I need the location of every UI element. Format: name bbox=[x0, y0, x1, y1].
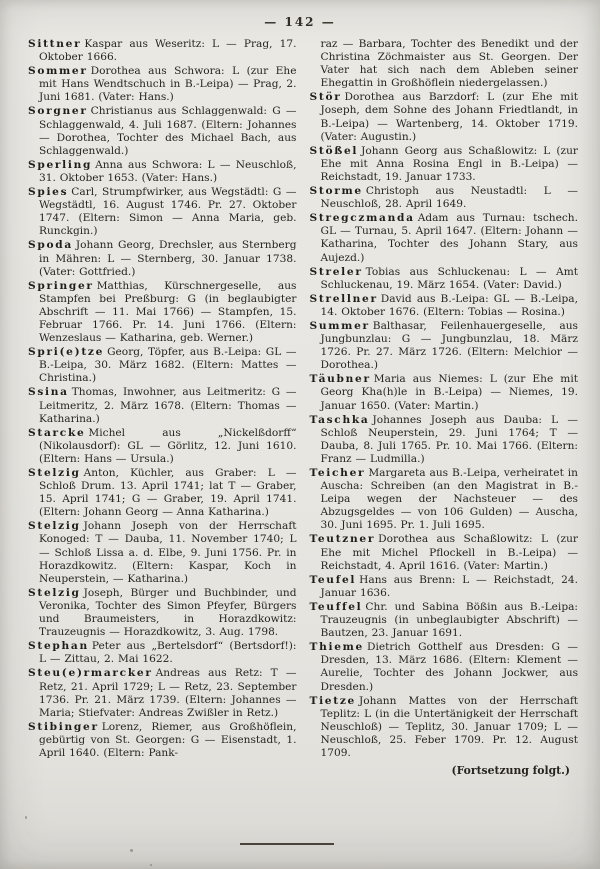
entry-text: David aus B.-Leipa: GL — B.-Leipa, 14. Oktober 1676. (Eltern: Tobias — Rosina.) bbox=[320, 292, 578, 318]
entry-text: Michel aus „Nickelßdorff“ (Nikolausdorf): GL — Görlitz, 12. Juni 1610. (Eltern: Hans — Ursula.) bbox=[39, 426, 297, 465]
register-entry bbox=[28, 520, 297, 585]
entry-surname: Stelzig bbox=[28, 467, 81, 479]
register-entry bbox=[28, 427, 297, 466]
entry-surname: Teutzner bbox=[309, 533, 376, 546]
entry-text: Anna aus Schwora: L — Neuschloß, 31. Oktober 1653. (Vater: Hans.) bbox=[39, 158, 297, 184]
entry-surname: Spri(e)tze bbox=[28, 346, 105, 359]
entry-surname: Taschka bbox=[309, 413, 370, 426]
entry-text: Balthasar, Feilenhauergeselle, aus Jungbunzlau: G — Jungbunzlau, 18. März 1726. Pr. 27. März 1726. (Eltern: Melchior — Dorothea.) bbox=[320, 319, 578, 372]
register-entry bbox=[28, 38, 297, 64]
entry-text: Christianus aus Schlaggenwald: G — Schlaggenwald, 4. Juli 1687. (Eltern: Johannes — Dorothea, Tochter des Michael Bach, aus Schlaggenwald.) bbox=[39, 105, 297, 157]
register-entry bbox=[28, 159, 297, 185]
scan-speck bbox=[25, 816, 27, 819]
register-entry bbox=[310, 145, 579, 184]
entry-surname: Thieme bbox=[309, 641, 364, 654]
register-entry bbox=[310, 293, 579, 319]
entry-text: Dietrich Gotthelf aus Dresden: G — Dresden, 13. März 1686. (Eltern: Klement — Aurelie, Tochter des Johann Jockwer, aus Dresden.) bbox=[320, 641, 578, 693]
entry-text: Carl, Strumpfwirker, aus Wegstädtl: G — Wegstädtl, 16. August 1746. Pr. 27. Oktober 1747. (Eltern: Simon — Anna Maria, geb. Runckgin.) bbox=[39, 186, 297, 238]
entry-text: Johann Joseph von der Herrschaft Konoged: T — Dauba, 11. November 1740; L — Schloß Lissa a. d. Elbe, 9. Juni 1756. Pr. in Horazdkowitz. (Eltern: Kaspar, Koch in Neuperstein, — Katharina.) bbox=[39, 520, 297, 585]
entry-surname: Stibinger bbox=[28, 720, 99, 733]
entry-text: Matthias, Kürschnergeselle, aus Stampfen bei Preßburg: G (in beglaubigter Abschrift — 11. Mai 1766) — Stampfen, 15. Februar 1766. Pr. 14. Juni 1766. (Eltern: Wenzeslaus — Katharina, geb. Werner.) bbox=[39, 279, 297, 345]
entry-surname: Summer bbox=[309, 319, 370, 332]
entry-surname: Stregczmanda bbox=[309, 212, 415, 225]
entry-text: Lorenz, Riemer, aus Großhöflein, gebürtig von St. Georgen: G — Eisenstadt, 1. April 1640. (Eltern: Pank- bbox=[39, 720, 297, 759]
entry-text: Johannes Joseph aus Dauba: L — Schloß Neuperstein, 29. Juni 1764; T — Dauba, 8. Juli 1765. Pr. 10. Mai 1766. (Eltern: Franz — Ludmilla.) bbox=[320, 413, 578, 465]
entry-surname: Stör bbox=[309, 91, 342, 104]
entry-text: Dorothea aus Schwora: L (zur Ehe mit Hans Wendtschuch in B.-Leipa) — Prag, 2. Juni 1681. (Vater: Hans.) bbox=[39, 65, 297, 104]
register-entry bbox=[28, 346, 297, 385]
two-column-text bbox=[0, 29, 600, 777]
register-entry bbox=[310, 695, 579, 760]
entry-text: Peter aus „Bertelsdorf“ (Bertsdorf!): L — Zittau, 2. Mai 1622. bbox=[39, 640, 297, 666]
register-entry bbox=[310, 185, 579, 211]
continuation-note: (Fortsetzung folgt.) bbox=[451, 764, 570, 778]
entry-text: Andreas aus Retz: T — Retz, 21. April 1729; L — Retz, 23. September 1736. Pr. 21. März 1739. (Eltern: Johannes — Maria; Stiefvater: Andreas Zwißler in Retz.) bbox=[39, 667, 297, 719]
register-entry bbox=[310, 266, 579, 292]
scan-speck bbox=[150, 864, 152, 866]
entry-text: Maria aus Niemes: L (zur Ehe mit Georg Kha(h)le in B.-Leipa) — Niemes, 19. Januar 1650. (Vater: Martin.) bbox=[320, 373, 578, 412]
register-entry bbox=[310, 320, 579, 372]
entry-surname: Sittner bbox=[28, 38, 82, 50]
register-entry bbox=[28, 721, 297, 760]
left-column bbox=[28, 38, 297, 777]
entry-text: Christoph aus Neustadtl: L — Neuschloß, 28. April 1649. bbox=[320, 185, 578, 211]
register-entry bbox=[310, 212, 579, 264]
register-entry bbox=[310, 574, 579, 600]
register-entry bbox=[310, 91, 579, 143]
entry-text: Tobias aus Schluckenau: L — Amt Schluckenau, 19. März 1654. (Vater: David.) bbox=[320, 265, 578, 291]
register-entry bbox=[310, 467, 579, 532]
register-entry bbox=[310, 38, 579, 90]
entry-text: Johann Georg, Drechsler, aus Sternberg in Mähren: L — Sternberg, 30. Januar 1738. (Vater: Gottfried.) bbox=[39, 239, 297, 278]
entry-surname: Springer bbox=[28, 279, 94, 292]
entry-surname: Teicher bbox=[309, 467, 366, 479]
end-divider bbox=[240, 843, 334, 845]
entry-text: Johann Mattes von der Herrschaft Teplitz: L (in die Untertänigkeit der Herrschaft Neuschloß) — Teplitz, 30. Januar 1709; L — Neuschloß, 25. Feber 1709. Pr. 12. August 1709. bbox=[320, 694, 578, 759]
entry-surname: Spoda bbox=[28, 239, 73, 252]
entry-surname: Steu(e)rmarcker bbox=[28, 667, 153, 680]
entry-text: Kaspar aus Weseritz: L — Prag, 17. Oktober 1666. bbox=[39, 38, 297, 64]
entry-surname: Stelzig bbox=[28, 586, 81, 599]
register-entry bbox=[28, 587, 297, 639]
entry-surname: Tietze bbox=[309, 694, 356, 707]
entry-surname: Stelzig bbox=[28, 520, 81, 533]
register-entry bbox=[28, 386, 297, 425]
entry-surname: Sommer bbox=[28, 65, 88, 78]
register-entry bbox=[28, 467, 297, 519]
entry-surname: Sperling bbox=[28, 158, 93, 171]
entry-surname: Sorgner bbox=[28, 105, 88, 118]
register-entry bbox=[28, 65, 297, 104]
register-entry bbox=[310, 601, 579, 640]
register-entry bbox=[28, 186, 297, 238]
entry-text: Margareta aus B.-Leipa, verheiratet in Auscha: Schreiben (an den Magistrat in B.-Leipa wegen der Nachsteuer — des Abzugsgeldes — von 106 Gulden) — Auscha, 30. Juni 1695. Pr. 1. Juli 1695. bbox=[320, 467, 578, 532]
entry-surname: Stößel bbox=[309, 144, 359, 157]
entry-text: Anton, Küchler, aus Graber: L — Schloß Drum. 13. April 1741; lat T — Graber, 15. April 1741; G — Graber, 19. April 1741. (Eltern: Johann Georg — Anna Katharina.) bbox=[39, 467, 297, 519]
entry-text: Thomas, Inwohner, aus Leitmeritz: G — Leitmeritz, 2. März 1678. (Eltern: Thomas — Katharina.) bbox=[39, 386, 297, 425]
register-entry bbox=[310, 373, 579, 412]
entry-surname: Storme bbox=[309, 185, 363, 198]
entry-surname: Spies bbox=[28, 186, 69, 199]
entry-text: raz — Barbara, Tochter des Benedikt und der Christina Zöchmaister aus St. Georgen. Der Vater hat sich nach dem Ableben seiner Ehegattin in Großhöflein niedergelassen.) bbox=[320, 38, 578, 90]
entry-text: Dorothea aus Schaßlowitz: L (zur Ehe mit Michel Pflockell in B.-Leipa) — Reichstadt, 4. April 1616. (Vater: Martin.) bbox=[320, 533, 578, 572]
register-entry bbox=[28, 280, 297, 345]
scan-speck bbox=[130, 849, 133, 852]
right-entry-list bbox=[310, 38, 579, 760]
entry-text: Georg, Töpfer, aus B.-Leipa: GL — B.-Leipa, 30. März 1682. (Eltern: Mattes — Christina.) bbox=[39, 346, 297, 385]
entry-surname: Teufel bbox=[309, 573, 357, 586]
register-entry bbox=[310, 641, 579, 693]
entry-text: Chr. und Sabina Bößin aus B.-Leipa: Trauzeugnis (in unbeglaubigter Abschrift) — Bautzen, 23. Januar 1691. bbox=[320, 600, 578, 640]
register-entry bbox=[310, 533, 579, 572]
entry-text: Dorothea aus Barzdorf: L (zur Ehe mit Joseph, dem Sohne des Johann Friedtlandt, in B.-Leipa) — Wartenberg, 14. Oktober 1719. (Vater: Augustin.) bbox=[320, 91, 578, 143]
register-entry bbox=[28, 239, 297, 278]
entry-text: Adam aus Turnau: tschech. GL — Turnau, 5. April 1647. (Eltern: Johann — Katharina, Tochter des Johann Stary, aus Aujezd.) bbox=[320, 212, 578, 264]
register-entry bbox=[28, 667, 297, 719]
entry-surname: Teuffel bbox=[309, 600, 363, 613]
entry-surname: Ssina bbox=[28, 386, 69, 399]
right-column bbox=[310, 38, 579, 777]
left-entry-list bbox=[28, 38, 297, 760]
entry-surname: Streler bbox=[309, 265, 363, 278]
entry-text: Joseph, Bürger und Buchbinder, und Veronika, Tochter des Simon Pfeyfer, Bürgers und Braumeisters, in Horazdkowitz: Trauzeugnis — Horazdkowitz, 3. Aug. 1798. bbox=[39, 586, 297, 639]
entry-text: Hans aus Brenn: L — Reichstadt, 24. Januar 1636. bbox=[320, 573, 578, 599]
page-number: — 142 — bbox=[264, 15, 336, 29]
entry-text: Johann Georg aus Schaßlowitz: L (zur Ehe mit Anna Rosina Engl in B.-Leipa) — Reichstadt, 19. Januar 1733. bbox=[320, 144, 578, 183]
entry-surname: Stephan bbox=[28, 640, 89, 653]
register-entry bbox=[28, 640, 297, 666]
entry-surname: Starcke bbox=[28, 426, 86, 439]
register-entry bbox=[28, 105, 297, 157]
entry-surname: Täubner bbox=[309, 373, 371, 386]
register-entry bbox=[310, 414, 579, 466]
entry-surname: Strellner bbox=[309, 292, 378, 305]
